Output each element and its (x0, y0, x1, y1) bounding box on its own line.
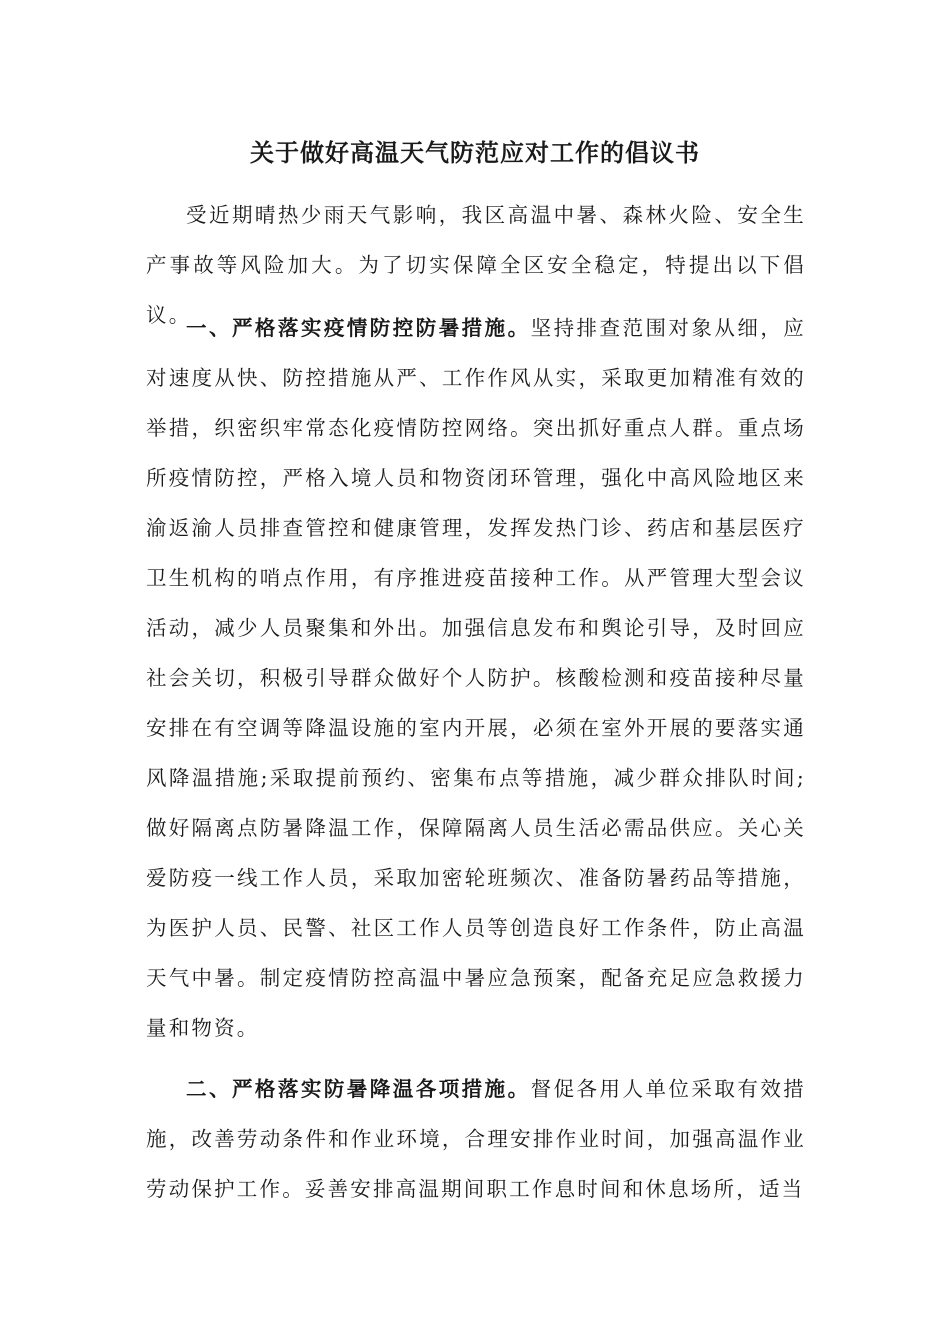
section-one-paragraph (146, 303, 806, 1053)
section-one-heading: 一、严格落实疫情防控防暑措施。 (186, 316, 531, 340)
section-two-body: 督促各用人单位采取有效措施，改善劳动条件和作业环境，合理安排作业时间，加强高温作业劳动保护工作。妥善安排高温期间职工作息时间和休息场所，适当 (146, 1077, 806, 1201)
section-one-body: 坚持排查范围对象从细，应对速度从快、防控措施从严、工作作风从实，采取更加精准有效的举措，织密织牢常态化疫情防控网络。突出抓好重点人群。重点场所疫情防控，严格入境人员和物资闭环管理，强化中高风险地区来渝返渝人员排查管控和健康管理，发挥发热门诊、药店和基层医疗卫生机构的哨点作用，有序推进疫苗接种工作。从严管理大型会议活动，减少人员聚集和外出。加强信息发布和舆论引导，及时回应社会关切，积极引导群众做好个人防护。核酸检测和疫苗接种尽量安排在有空调等降温设施的室内开展，必须在室外开展的要落实通风降温措施;采取提前预约、密集布点等措施，减少群众排队时间;做好隔离点防暑降温工作，保障隔离人员生活必需品供应。关心关爱防疫一线工作人员，采取加密轮班频次、准备防暑药品等措施，为医护人员、民警、社区工作人员等创造良好工作条件，防止高温天气中暑。制定疫情防控高温中暑应急预案，配备充足应急救援力量和物资。 (146, 316, 806, 1040)
document-title: 关于做好高温天气防范应对工作的倡议书 (250, 138, 700, 167)
intro-paragraph: 受近期晴热少雨天气影响，我区高温中暑、森林火险、安全生产事故等风险加大。为了切实保障全区安全稳定，特提出以下倡议。 (146, 203, 806, 327)
section-two-paragraph (146, 1064, 806, 1214)
section-two-heading: 二、严格落实防暑降温各项措施。 (186, 1077, 531, 1101)
